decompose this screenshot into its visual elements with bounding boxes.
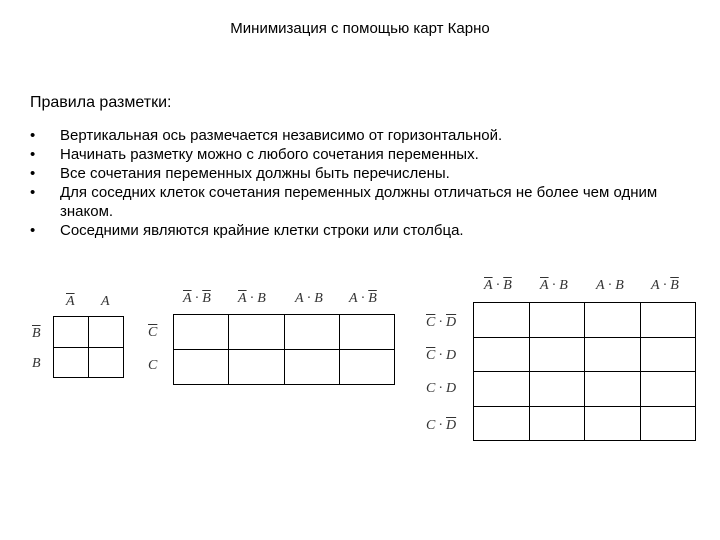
cell [229,350,284,385]
cell [229,315,284,350]
rules-heading: Правила разметки: [30,94,172,111]
rules-list [30,126,700,240]
row-label-b: B [32,356,41,371]
cell [585,372,641,407]
rule-item: • Все сочетания переменных должны быть перечислены. [30,164,700,183]
cell [474,372,530,407]
row-label-C-D: C · D [426,381,457,396]
cell [174,315,229,350]
row-label-not-b: $\overline{B}$ [32,326,41,341]
row-label-notC-notD: $\overline{C} \cdot \overline{D}$ [426,315,457,330]
cell [54,347,89,378]
cell [529,406,585,441]
cell [640,372,696,407]
cell [284,350,339,385]
cell [640,337,696,372]
rule-item: • Для соседних клеток сочетания переменных должны отличаться не более чем одним знаком. [30,183,700,221]
row-label-not-c: $\overline{C}$ [148,325,158,340]
cell [529,372,585,407]
col-label-notA-notB: $\overline{A} \cdot \overline{B}$ [484,278,512,293]
slide-title: Минимизация с помощью карт Карно [230,20,490,37]
cell [54,317,89,348]
cell [339,350,394,385]
col-label-A-B: A · B [596,278,624,293]
cell [474,406,530,441]
rule-item: • Соседними являются крайние клетки строки или столбца. [30,221,700,240]
cell [174,350,229,385]
cell [89,317,124,348]
cell [585,337,641,372]
cell [585,303,641,338]
rule-item: • Начинать разметку можно с любого сочетания переменных. [30,145,700,164]
kmap-4x4-grid [473,302,696,441]
cell [339,315,394,350]
cell [585,406,641,441]
cell [529,303,585,338]
cell [640,303,696,338]
cell [474,337,530,372]
row-label-notC-D: $\overline{C} \cdot D$ [426,348,457,363]
cell [640,406,696,441]
cell [89,347,124,378]
col-label-notA-notB: $\overline{A} \cdot \overline{B}$ [183,291,211,306]
col-label-A-notB: $A \cdot \overline{B}$ [349,291,377,306]
col-label-a: A [101,294,110,309]
rule-item: • Вертикальная ось размечается независимо от горизонтальной. [30,126,700,145]
row-label-c: C [148,358,158,373]
cell [529,337,585,372]
cell [474,303,530,338]
row-label-C-notD: $C \cdot \overline{D}$ [426,418,457,433]
kmap-2x4-grid [173,314,395,385]
col-label-not-a: $\overline{A}$ [66,294,75,309]
kmap-2x2-grid [53,316,124,378]
col-label-A-B: A · B [295,291,323,306]
cell [284,315,339,350]
col-label-notA-B: $\overline{A} \cdot B$ [540,278,568,293]
col-label-notA-B: $\overline{A} \cdot B$ [238,291,266,306]
col-label-A-notB: $A \cdot \overline{B}$ [651,278,679,293]
